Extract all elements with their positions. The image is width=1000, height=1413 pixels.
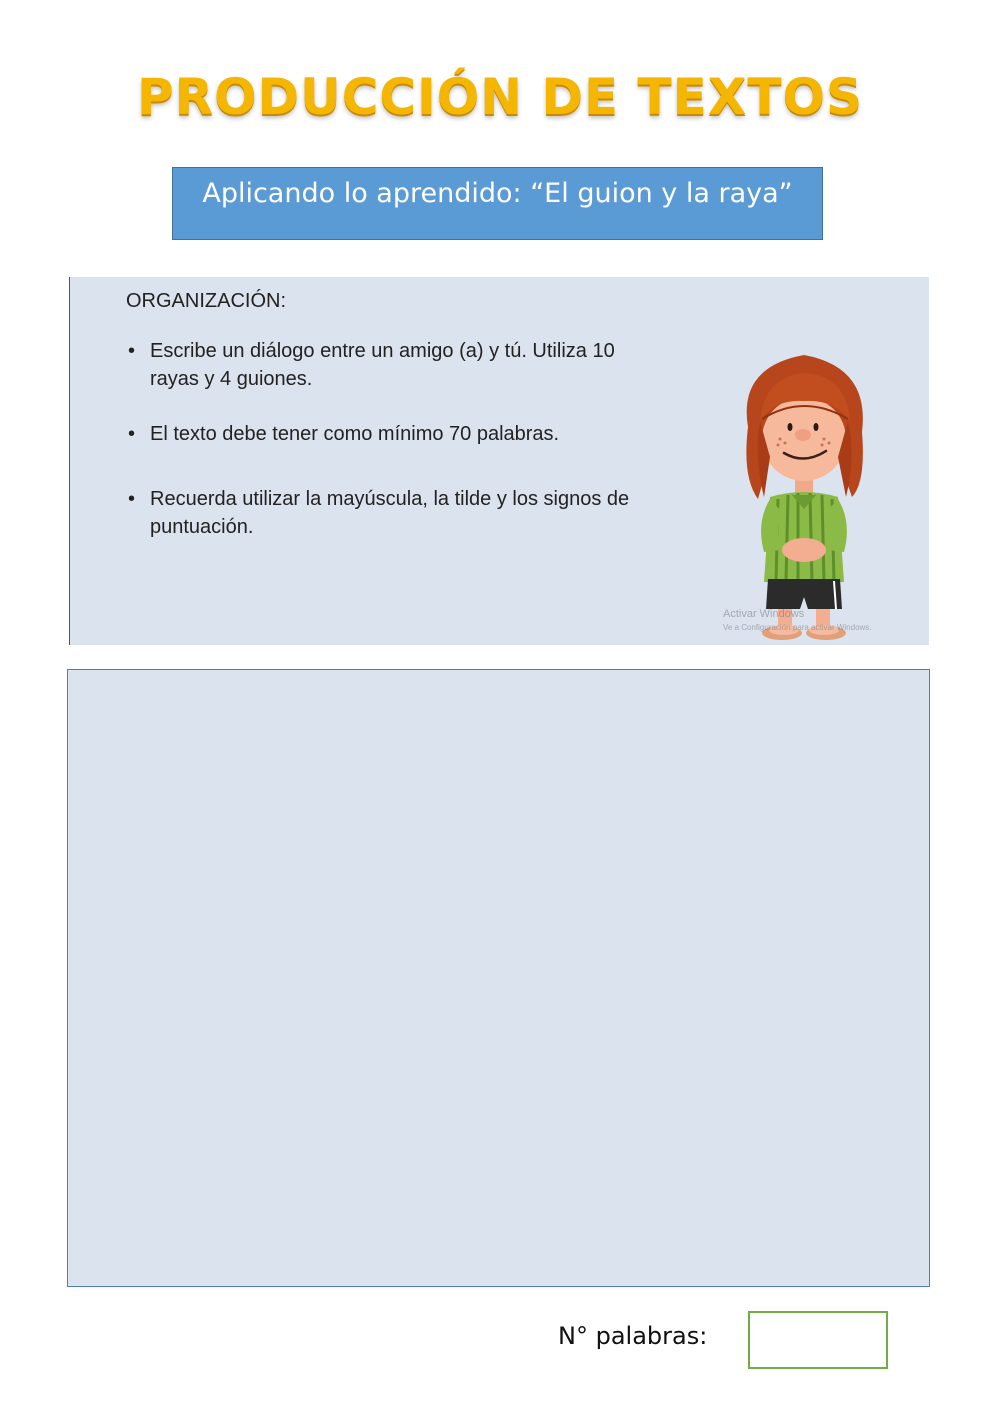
subtitle-banner — [172, 167, 823, 240]
word-count-label: N° palabras: — [558, 1322, 708, 1350]
page-title: PRODUCCIÓN DE TEXTOS — [136, 68, 863, 126]
organization-heading: ORGANIZACIÓN: — [126, 290, 287, 312]
bullet-icon: • — [128, 488, 136, 510]
word-count-input[interactable] — [748, 1311, 888, 1369]
answer-textbox[interactable] — [67, 669, 930, 1287]
instruction-list — [126, 337, 726, 541]
cartoon-girl-illustration — [734, 347, 874, 642]
instruction-item — [126, 485, 726, 541]
instruction-text: Escribe un diálogo entre un amigo (a) y tú. Utiliza 10 — [150, 340, 615, 362]
subtitle-text: Aplicando lo aprendido: “El guion y la raya” — [202, 178, 793, 209]
instruction-text: rayas y 4 guiones. — [150, 368, 313, 390]
activation-watermark — [723, 607, 872, 635]
organization-panel — [69, 277, 929, 645]
bullet-icon: • — [128, 340, 136, 362]
instruction-text: Recuerda utilizar la mayúscula, la tilde y los signos de — [150, 488, 630, 510]
watermark-subtitle: Ve a Configuración para activar Windows. — [723, 623, 872, 632]
bullet-icon: • — [128, 423, 136, 445]
instruction-item — [126, 420, 726, 448]
instruction-item — [126, 337, 726, 393]
watermark-title: Activar Windows — [723, 608, 805, 620]
instruction-text: El texto debe tener como mínimo 70 palabras. — [150, 423, 560, 445]
instruction-text: puntuación. — [150, 516, 254, 538]
